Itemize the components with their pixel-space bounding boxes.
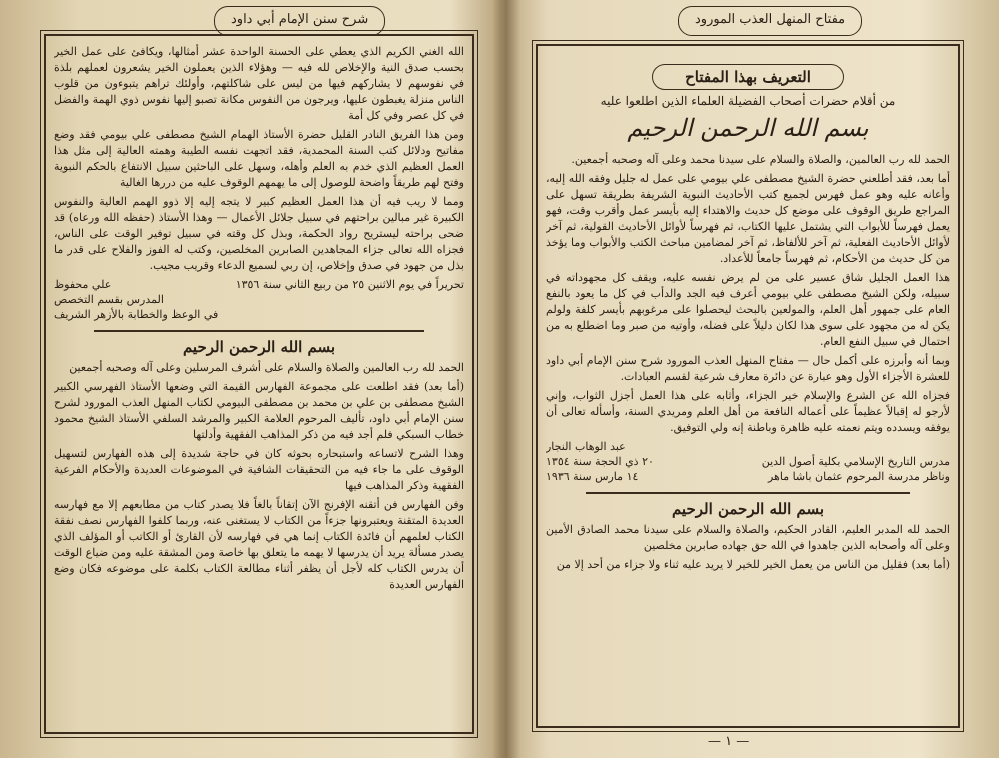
- right-page: [528, 0, 983, 758]
- section-title: التعريف بهذا المفتاح: [652, 64, 844, 90]
- section-divider: [94, 330, 424, 332]
- right-paragraph: الحمد لله المدبر العليم، القادر الحكيم، والصلاة والسلام على سيدنا محمد الصادق الأمين وعلى آله وأصحابه الذين جاهدوا في الله حق جهاده صابرين مخلصين: [546, 523, 950, 552]
- book-gutter: [492, 0, 520, 758]
- signature-name: عبد الوهاب النجار: [546, 440, 626, 453]
- left-page-content: [54, 44, 464, 724]
- right-page-frame: [536, 44, 960, 728]
- basmala-heading: بسم الله الرحمن الرحيم: [671, 500, 825, 518]
- right-paragraph: فجزاه الله عن الشرع والإسلام خير الجزاء، وأثابه على هذا العمل أجزل الثواب، وإني لأرجو له إقبالاً عظيماً على أعماله النافعة من أهل العلم ومريدي السنة، وأسأله تعالى أن يوفقه ويسدده ويتم نعمته عليه ظاهرة وباطنة إنه ولي التوفيق.: [546, 389, 950, 434]
- signature-title: المدرس بقسم التخصص: [54, 293, 164, 306]
- right-paragraph: وبما أنه وأبرزه على أكمل حال — مفتاح المنهل العذب المورود شرح سنن الإمام أبي داود للعشرة الأجزاء الأول وهو عبارة عن دائرة معارف شرعية لقسم العبادات.: [546, 354, 950, 383]
- right-paragraph: أما بعد، فقد أطلعني حضرة الشيخ مصطفى علي بيومي على عمل له جليل وفقه الله إليه، وأعانه عليه وهو عمل فهرس لجميع كتب الأحاديث النبوية الشريفة بطريقة تسهل على المراجع طريق الوقوف على موضع كل حديث والاهتداء إليه بأيسر عمل وأقرب وقت، فهو يعمل فهرساً للأبواب التي يشتمل عليها الكتاب، ثم فهرساً لأوائل الأحاديث القولية، ثم آخر لأوائل الأحاديث الفعلية، ثم آخر للألفاظ، ثم آخر لمضامين مباحث الكتب والأبواب وما يؤخذ من كل حديث من الأحكام، ثم فهرساً جامعاً للأعداد.: [546, 172, 950, 265]
- section-divider: [586, 492, 910, 494]
- right-running-head: مفتاح المنهل العذب المورود: [678, 6, 862, 36]
- section-subtitle: من أقلام حضرات أصحاب الفضيلة العلماء الذين اطلعوا عليه: [600, 94, 896, 108]
- right-signature-row: [546, 454, 950, 469]
- basmala-heading: بسم الله الرحمن الرحيم: [182, 338, 336, 356]
- right-signature-row: [546, 469, 950, 484]
- left-paragraph: وهذا الشرح لاتساعه واستبحاره بحوثه كان في حاجة شديدة إلى هذه الفهارس لتسهيل الوقوف على ما جاء فيه من التحقيقات الشافية في الموضوعات العديدة والأحكام الفرعية الفقهية وذكر المذاهب فيها: [54, 447, 464, 492]
- left-paragraph: الحمد لله رب العالمين والصلاة والسلام على أشرف المرسلين وعلى آله وصحبه أجمعين: [69, 361, 464, 374]
- left-page-frame: [44, 34, 474, 734]
- signature-dept: في الوعظ والخطابة بالأزهر الشريف: [54, 308, 219, 321]
- signature-name: علي محفوظ: [54, 278, 112, 291]
- left-paragraph: ومما لا ريب فيه أن هذا العمل العظيم كبير لا يتجه إليه إلا ذوو الهمم العالية والنفوس الكبيرة غير مبالين براحتهم في سبيل جلائل الأعمال — وهذا الأستاذ (حفظه الله ورعاه) قد ضحى براحته ليستريح رواد الحكمة، وبذل كل وقته في سبيل توفير الوقت على الناس، فجزاه الله تعالى جزاء المجاهدين الصابرين المخلصين، وكتب له الفوز والفلاح على قدر ما بذل من جهود في صدق وإخلاص، إن ربي لسميع الدعاء وقريب مجيب.: [54, 195, 464, 272]
- left-signature-row: [54, 277, 464, 292]
- left-paragraph: وفن الفهارس فن أتقنه الإفرنج الآن إتقاناً بالغاً فلا يصدر كتاب من مطابعهم إلا مع فهارسه العديدة المتقنة ويعتبرونها جزءاً من الكتاب لا يستغنى عنه، وربما كلفوا الفهارس نصف نفقة الكتاب لعلمهم أن فائدة الكتاب إنما هي في فهارسه لأن القارئ أو الكاتب أو المؤلف الذي يصدر مسألة يريد أن يدرسها لا يهمه ما يتعلق بها خاصة ومن المشقة عليه ومن ضياع الوقت أن يدرس الكتاب كله لأجل أن يظفر أثناء مطالعة الكتاب بكلمة على موضوعه فكان وضع الفهارس العديدة: [54, 498, 464, 591]
- right-page-content: [546, 54, 950, 718]
- signature-date: ٢٠ ذي الحجة سنة ١٣٥٤: [546, 455, 654, 468]
- right-paragraph: (أما بعد) فقليل من الناس من يعمل الخير للخير لا يريد عليه ثناء ولا جزاء من أحد إلا من: [556, 558, 950, 571]
- right-paragraph: هذا العمل الجليل شاق عسير على من لم يرض نفسه عليه، ويقف كل مجهوداته في سبيله، ولكن الشيخ مصطفى علي بيومي أعرف فيه الجد والدأب في كل ما يعود بالنفع العام على جمهور أهل العلم، والمولعين بالبحث ليحصلوا على مرغوبهم بأيسر كلفة ولولم يكن له من مجهود على سوى هذا لكان دليلاً على فضله، وأوتيه من صبر وما اضطلع به من احتمال في سبيل النفع العام.: [546, 271, 950, 348]
- left-paragraph: الله الغني الكريم الذي يعطي على الحسنة الواحدة عشر أمثالها، ويكافئ على عمل الخير بحسب صدق النية والإخلاص لله فيه — وهؤلاء الذين يعملون الخير يشعرون لعملهم بلذة في نفوسهم لا يشاركهم فيها من ليس على شاكلتهم، وأولئك تراهم يتبوءون من قلوب الناس منزلة يغبطون عليها، ويرجون من النفوس مكانة تصبو إليها نفوس ذوي الهمة والفضل في كل عصر وفي كل أمة: [54, 45, 464, 122]
- signature-role: مدرس التاريخ الإسلامي بكلية أصول الدين: [761, 455, 950, 468]
- signature-date: تحريراً في يوم الاثنين ٢٥ من ربيع الثاني سنة ١٣٥٦: [235, 278, 464, 291]
- page-number: — ١ —: [708, 734, 750, 749]
- right-paragraph: الحمد لله رب العالمين، والصلاة والسلام على سيدنا محمد وعلى آله وصحبه أجمعين.: [571, 153, 950, 166]
- signature-date: ١٤ مارس سنة ١٩٣٦: [546, 470, 639, 483]
- calligraphy-basmala: بسم الله الرحمن الرحيم: [627, 114, 869, 142]
- left-running-head: شرح سنن الإمام أبي داود: [214, 6, 385, 36]
- left-paragraph: ومن هذا الفريق النادر القليل حضرة الأستاذ الهمام الشيخ مصطفى علي بيومي فقد وضع مفاتيح ودلائل كتب السنة المحمدية، فقد اتجهت نفسه الطيبة وهمته العالية إلى مثل هذا العمل العظيم الذي خدم به العلم وأهله، وسهل على الباحثين سبيل الانتفاع بالحكم النبوية وفتح لهم طريقاً واضحة للوصول إلى ما يهمهم الوقوف عليه من دررها الغالية: [54, 128, 464, 189]
- left-page: [14, 0, 484, 758]
- signature-role: وناظر مدرسة المرحوم عثمان باشا ماهر: [767, 470, 950, 483]
- left-paragraph: (أما بعد) فقد اطلعت على مجموعة الفهارس القيمة التي وضعها الأستاذ الفهرسي الكبير الشيخ مصطفى بن علي بن محمد بن مصطفى البيومي لكتاب المنهل العذب المورود لشرح سنن الإمام أبي داود، تأليف المرحوم العلامة الكبير والمرشد السلفي الأستاذ الشيخ محمود خطاب السبكي فلم أجد فيه من ذكر المذاهب الفقهية وأدلتها: [54, 380, 464, 441]
